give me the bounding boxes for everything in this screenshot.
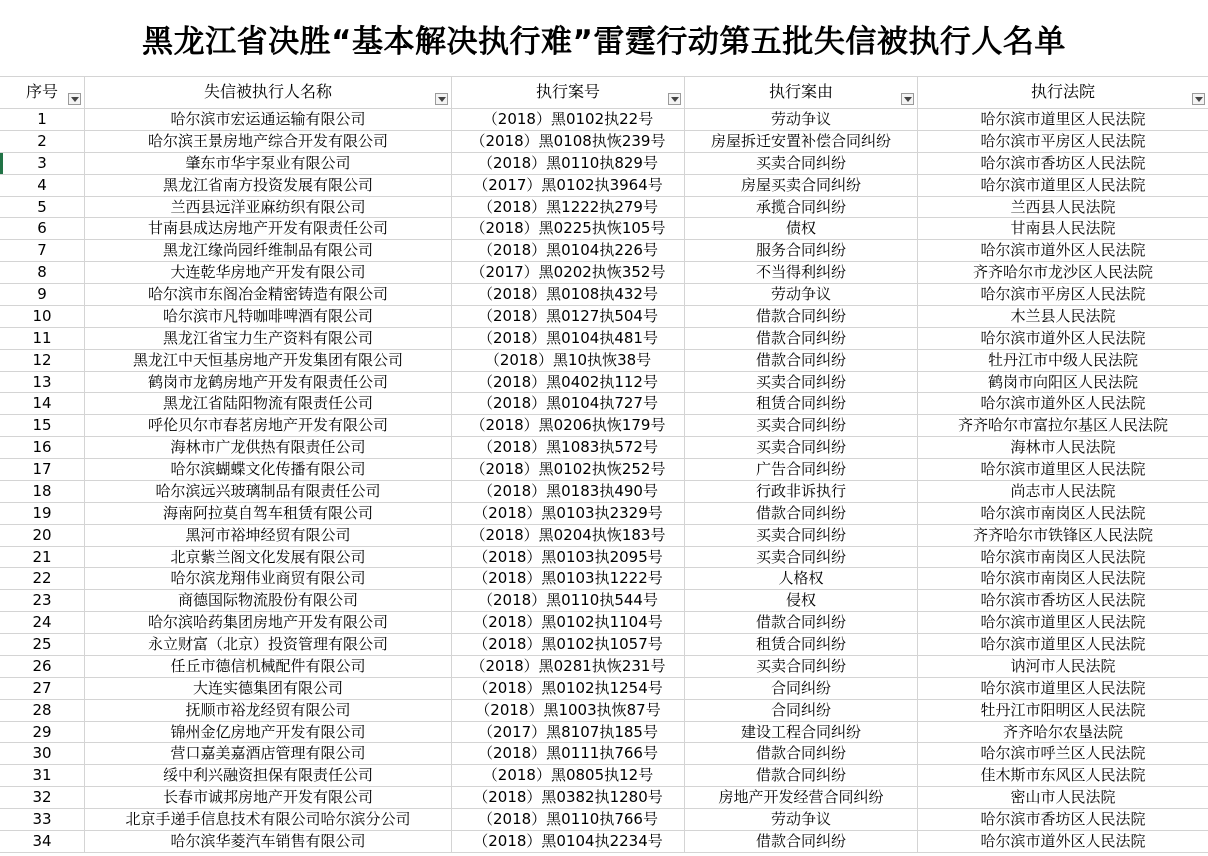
cell-name[interactable]: 抚顺市裕龙经贸有限公司 [85, 700, 452, 722]
cell-court[interactable]: 哈尔滨市道外区人民法院 [918, 393, 1208, 415]
cell-court[interactable]: 哈尔滨市香坊区人民法院 [918, 590, 1208, 612]
cell-case-number[interactable]: （2017）黑0102执3964号 [452, 175, 685, 197]
cell-index[interactable]: 9 [0, 284, 85, 306]
cell-case-number[interactable]: （2018）黑0183执490号 [452, 481, 685, 503]
cell-index[interactable]: 17 [0, 459, 85, 481]
cell-case-number[interactable]: （2018）黑1083执572号 [452, 437, 685, 459]
cell-case-number[interactable]: （2018）黑0111执766号 [452, 743, 685, 765]
table-row [0, 612, 1208, 634]
cell-court[interactable]: 牡丹江市阳明区人民法院 [918, 700, 1208, 722]
table-row [0, 547, 1208, 569]
cell-cause[interactable]: 人格权 [685, 568, 918, 590]
cell-case-number[interactable]: （2018）黑0102执1104号 [452, 612, 685, 634]
cell-cause[interactable]: 房屋买卖合同纠纷 [685, 175, 918, 197]
cell-case-number[interactable]: （2018）黑0225执恢105号 [452, 218, 685, 240]
cell-name[interactable]: 黑龙江省陆阳物流有限责任公司 [85, 393, 452, 415]
cell-case-number[interactable]: （2018）黑0104执226号 [452, 240, 685, 262]
cell-court[interactable]: 哈尔滨市道里区人民法院 [918, 109, 1208, 131]
cell-name[interactable]: 黑龙江省南方投资发展有限公司 [85, 175, 452, 197]
cell-court[interactable]: 哈尔滨市道里区人民法院 [918, 175, 1208, 197]
cell-index[interactable]: 21 [0, 547, 85, 569]
cell-cause[interactable]: 劳动争议 [685, 809, 918, 831]
cell-cause[interactable]: 侵权 [685, 590, 918, 612]
header-label: 执行案由 [768, 82, 833, 101]
cell-name[interactable]: 黑龙江省宝力生产资料有限公司 [85, 328, 452, 350]
cell-name[interactable]: 任丘市德信机械配件有限公司 [85, 656, 452, 678]
table-row [0, 831, 1208, 853]
cell-court[interactable]: 牡丹江市中级人民法院 [918, 350, 1208, 372]
cell-case-number[interactable]: （2018）黑0103执2095号 [452, 547, 685, 569]
table-row [0, 197, 1208, 219]
cell-court[interactable]: 哈尔滨市道外区人民法院 [918, 831, 1208, 853]
cell-case-number[interactable]: （2018）黑0104执2234号 [452, 831, 685, 853]
cell-cause[interactable]: 买卖合同纠纷 [685, 153, 918, 175]
cell-case-number[interactable]: （2018）黑0102执恢252号 [452, 459, 685, 481]
cell-index[interactable]: 12 [0, 350, 85, 372]
cell-name[interactable]: 商德国际物流股份有限公司 [85, 590, 452, 612]
cell-index[interactable]: 11 [0, 328, 85, 350]
cell-court[interactable]: 齐齐哈尔市富拉尔基区人民法院 [918, 415, 1208, 437]
table-row [0, 678, 1208, 700]
cell-cause[interactable]: 承揽合同纠纷 [685, 197, 918, 219]
cell-cause[interactable]: 买卖合同纠纷 [685, 525, 918, 547]
cell-cause[interactable]: 劳动争议 [685, 284, 918, 306]
cell-court[interactable]: 尚志市人民法院 [918, 481, 1208, 503]
cell-index[interactable]: 26 [0, 656, 85, 678]
cell-name[interactable]: 长春市诚邦房地产开发有限公司 [85, 787, 452, 809]
table-row [0, 765, 1208, 787]
cell-cause[interactable]: 债权 [685, 218, 918, 240]
cell-index[interactable]: 23 [0, 590, 85, 612]
cell-cause[interactable]: 借款合同纠纷 [685, 328, 918, 350]
filter-dropdown-icon[interactable] [1192, 93, 1205, 105]
cell-case-number[interactable]: （2017）黑0202执恢352号 [452, 262, 685, 284]
table-row [0, 525, 1208, 547]
cell-case-number[interactable]: （2018）黑0204执恢183号 [452, 525, 685, 547]
cell-court[interactable]: 密山市人民法院 [918, 787, 1208, 809]
cell-cause[interactable]: 借款合同纠纷 [685, 765, 918, 787]
cell-cause[interactable]: 房屋拆迁安置补偿合同纠纷 [685, 131, 918, 153]
cell-index[interactable]: 16 [0, 437, 85, 459]
cell-cause[interactable]: 租赁合同纠纷 [685, 393, 918, 415]
cell-cause[interactable]: 借款合同纠纷 [685, 350, 918, 372]
cell-index[interactable]: 14 [0, 393, 85, 415]
cell-name[interactable]: 哈尔滨龙翔伟业商贸有限公司 [85, 568, 452, 590]
cell-name[interactable]: 北京紫兰阁文化发展有限公司 [85, 547, 452, 569]
header-label: 失信被执行人名称 [203, 82, 332, 101]
cell-index[interactable]: 15 [0, 415, 85, 437]
filter-dropdown-icon[interactable] [668, 93, 681, 105]
cell-index[interactable]: 33 [0, 809, 85, 831]
header-cell-court[interactable] [918, 76, 1208, 108]
table-row [0, 437, 1208, 459]
sheet-title: 黑龙江省决胜“基本解决执行难”雷霆行动第五批失信被执行人名单 [0, 0, 1208, 77]
cell-index[interactable]: 5 [0, 197, 85, 219]
table-row [0, 787, 1208, 809]
table-row [0, 218, 1208, 240]
cell-court[interactable]: 哈尔滨市香坊区人民法院 [918, 153, 1208, 175]
table-row [0, 350, 1208, 372]
cell-index[interactable]: 32 [0, 787, 85, 809]
header-cell-index[interactable] [0, 76, 85, 108]
cell-cause[interactable]: 合同纠纷 [685, 700, 918, 722]
table-row [0, 459, 1208, 481]
table-row [0, 700, 1208, 722]
cell-index[interactable]: 31 [0, 765, 85, 787]
header-cell-cause[interactable] [685, 76, 918, 108]
cell-cause[interactable]: 借款合同纠纷 [685, 306, 918, 328]
cell-name[interactable]: 甘南县成达房地产开发有限责任公司 [85, 218, 452, 240]
cell-name[interactable]: 鹤岗市龙鹤房地产开发有限责任公司 [85, 372, 452, 394]
table-row [0, 372, 1208, 394]
cell-cause[interactable]: 借款合同纠纷 [685, 831, 918, 853]
cell-index[interactable]: 30 [0, 743, 85, 765]
cell-case-number[interactable]: （2018）黑0127执504号 [452, 306, 685, 328]
cell-index[interactable]: 29 [0, 722, 85, 744]
cell-index[interactable]: 25 [0, 634, 85, 656]
cell-case-number[interactable]: （2018）黑1222执279号 [452, 197, 685, 219]
cell-name[interactable]: 哈尔滨远兴玻璃制品有限责任公司 [85, 481, 452, 503]
table-row [0, 131, 1208, 153]
cell-index[interactable]: 8 [0, 262, 85, 284]
cell-cause[interactable]: 买卖合同纠纷 [685, 437, 918, 459]
table-row [0, 393, 1208, 415]
cell-cause[interactable]: 不当得利纠纷 [685, 262, 918, 284]
cell-court[interactable]: 哈尔滨市南岗区人民法院 [918, 503, 1208, 525]
table-row [0, 590, 1208, 612]
cell-index[interactable]: 22 [0, 568, 85, 590]
table-row [0, 634, 1208, 656]
cell-court[interactable]: 哈尔滨市香坊区人民法院 [918, 809, 1208, 831]
table-body [0, 109, 1208, 853]
cell-case-number[interactable]: （2018）黑10执恢38号 [452, 350, 685, 372]
cell-name[interactable]: 肇东市华宇泵业有限公司 [85, 153, 452, 175]
cell-name[interactable]: 黑河市裕坤经贸有限公司 [85, 525, 452, 547]
cell-name[interactable]: 哈尔滨市宏运通运输有限公司 [85, 109, 452, 131]
cell-index[interactable]: 28 [0, 700, 85, 722]
cell-court[interactable]: 哈尔滨市道外区人民法院 [918, 328, 1208, 350]
cell-name[interactable]: 哈尔滨哈药集团房地产开发有限公司 [85, 612, 452, 634]
data-table [0, 76, 1208, 853]
cell-name[interactable]: 哈尔滨王景房地产综合开发有限公司 [85, 131, 452, 153]
cell-name[interactable]: 大连实德集团有限公司 [85, 678, 452, 700]
table-row [0, 153, 1208, 175]
table-row [0, 284, 1208, 306]
cell-index[interactable]: 7 [0, 240, 85, 262]
cell-cause[interactable]: 广告合同纠纷 [685, 459, 918, 481]
table-row [0, 656, 1208, 678]
cell-name[interactable]: 黑龙江中天恒基房地产开发集团有限公司 [85, 350, 452, 372]
cell-name[interactable]: 兰西县远洋亚麻纺织有限公司 [85, 197, 452, 219]
cell-case-number[interactable]: （2018）黑0206执恢179号 [452, 415, 685, 437]
cell-cause[interactable]: 建设工程合同纠纷 [685, 722, 918, 744]
cell-court[interactable]: 哈尔滨市道里区人民法院 [918, 678, 1208, 700]
table-row [0, 743, 1208, 765]
cell-case-number[interactable]: （2018）黑0108执432号 [452, 284, 685, 306]
cell-cause[interactable]: 借款合同纠纷 [685, 503, 918, 525]
cell-name[interactable]: 哈尔滨蝴蝶文化传播有限公司 [85, 459, 452, 481]
cell-case-number[interactable]: （2018）黑0103执2329号 [452, 503, 685, 525]
cell-index[interactable]: 3 [0, 153, 85, 175]
cell-name[interactable]: 哈尔滨市东阁冶金精密铸造有限公司 [85, 284, 452, 306]
cell-cause[interactable]: 买卖合同纠纷 [685, 547, 918, 569]
cell-index[interactable]: 19 [0, 503, 85, 525]
cell-case-number[interactable]: （2018）黑0805执12号 [452, 765, 685, 787]
cell-name[interactable]: 绥中利兴融资担保有限责任公司 [85, 765, 452, 787]
table-row [0, 109, 1208, 131]
cell-cause[interactable]: 买卖合同纠纷 [685, 415, 918, 437]
header-label: 执行案号 [535, 82, 600, 101]
cell-name[interactable]: 永立财富（北京）投资管理有限公司 [85, 634, 452, 656]
table-row [0, 503, 1208, 525]
table-row [0, 175, 1208, 197]
cell-name[interactable]: 锦州金亿房地产开发有限公司 [85, 722, 452, 744]
cell-name[interactable]: 哈尔滨市凡特咖啡啤酒有限公司 [85, 306, 452, 328]
cell-index[interactable]: 2 [0, 131, 85, 153]
cell-name[interactable]: 呼伦贝尔市春茗房地产开发有限公司 [85, 415, 452, 437]
cell-name[interactable]: 营口嘉美嘉酒店管理有限公司 [85, 743, 452, 765]
header-row [0, 76, 1208, 109]
cell-court[interactable]: 鹤岗市向阳区人民法院 [918, 372, 1208, 394]
filter-dropdown-icon[interactable] [68, 93, 81, 105]
cell-case-number[interactable]: （2018）黑0102执22号 [452, 109, 685, 131]
cell-court[interactable]: 齐齐哈尔市龙沙区人民法院 [918, 262, 1208, 284]
table-row [0, 306, 1208, 328]
table-row [0, 722, 1208, 744]
cell-court[interactable]: 海林市人民法院 [918, 437, 1208, 459]
cell-court[interactable]: 齐齐哈尔农垦法院 [918, 722, 1208, 744]
cell-name[interactable]: 黑龙江缘尚园纤维制品有限公司 [85, 240, 452, 262]
cell-name[interactable]: 北京手递手信息技术有限公司哈尔滨分公司 [85, 809, 452, 831]
cell-cause[interactable]: 买卖合同纠纷 [685, 372, 918, 394]
cell-court[interactable]: 哈尔滨市道外区人民法院 [918, 240, 1208, 262]
table-row [0, 262, 1208, 284]
cell-case-number[interactable]: （2018）黑0382执1280号 [452, 787, 685, 809]
cell-cause[interactable]: 劳动争议 [685, 109, 918, 131]
cell-cause[interactable]: 借款合同纠纷 [685, 743, 918, 765]
cell-case-number[interactable]: （2018）黑0110执766号 [452, 809, 685, 831]
cell-index[interactable]: 6 [0, 218, 85, 240]
cell-cause[interactable]: 合同纠纷 [685, 678, 918, 700]
filter-dropdown-icon[interactable] [901, 93, 914, 105]
table-row [0, 568, 1208, 590]
table-row [0, 240, 1208, 262]
cell-court[interactable]: 哈尔滨市南岗区人民法院 [918, 547, 1208, 569]
cell-cause[interactable]: 房地产开发经营合同纠纷 [685, 787, 918, 809]
cell-court[interactable]: 哈尔滨市南岗区人民法院 [918, 568, 1208, 590]
table-row [0, 809, 1208, 831]
cell-court[interactable]: 佳木斯市东风区人民法院 [918, 765, 1208, 787]
table-row [0, 328, 1208, 350]
cell-court[interactable]: 哈尔滨市平房区人民法院 [918, 284, 1208, 306]
cell-court[interactable]: 哈尔滨市呼兰区人民法院 [918, 743, 1208, 765]
cell-cause[interactable]: 行政非诉执行 [685, 481, 918, 503]
cell-case-number[interactable]: （2018）黑0104执481号 [452, 328, 685, 350]
cell-cause[interactable]: 租赁合同纠纷 [685, 634, 918, 656]
cell-case-number[interactable]: （2018）黑0102执1057号 [452, 634, 685, 656]
cell-court[interactable]: 哈尔滨市平房区人民法院 [918, 131, 1208, 153]
cell-case-number[interactable]: （2018）黑0108执恢239号 [452, 131, 685, 153]
cell-index[interactable]: 18 [0, 481, 85, 503]
cell-court[interactable]: 木兰县人民法院 [918, 306, 1208, 328]
cell-cause[interactable]: 买卖合同纠纷 [685, 656, 918, 678]
table-row [0, 415, 1208, 437]
header-cell-case-number[interactable] [452, 76, 685, 108]
cell-case-number[interactable]: （2018）黑0110执544号 [452, 590, 685, 612]
cell-name[interactable]: 哈尔滨华菱汽车销售有限公司 [85, 831, 452, 853]
cell-court[interactable]: 哈尔滨市道里区人民法院 [918, 459, 1208, 481]
cell-index[interactable]: 34 [0, 831, 85, 853]
cell-name[interactable]: 大连乾华房地产开发有限公司 [85, 262, 452, 284]
cell-case-number[interactable]: （2018）黑0281执恢231号 [452, 656, 685, 678]
cell-name[interactable]: 海林市广龙供热有限责任公司 [85, 437, 452, 459]
cell-case-number[interactable]: （2018）黑0102执1254号 [452, 678, 685, 700]
cell-index[interactable]: 20 [0, 525, 85, 547]
cell-cause[interactable]: 服务合同纠纷 [685, 240, 918, 262]
header-cell-name[interactable] [85, 76, 452, 108]
cell-case-number[interactable]: （2018）黑1003执恢87号 [452, 700, 685, 722]
cell-cause[interactable]: 借款合同纠纷 [685, 612, 918, 634]
cell-index[interactable]: 13 [0, 372, 85, 394]
cell-case-number[interactable]: （2018）黑0104执727号 [452, 393, 685, 415]
cell-index[interactable]: 24 [0, 612, 85, 634]
cell-court[interactable]: 哈尔滨市道里区人民法院 [918, 634, 1208, 656]
cell-court[interactable]: 兰西县人民法院 [918, 197, 1208, 219]
table-row [0, 481, 1208, 503]
cell-court[interactable]: 讷河市人民法院 [918, 656, 1208, 678]
cell-index[interactable]: 10 [0, 306, 85, 328]
cell-case-number[interactable]: （2018）黑0103执1222号 [452, 568, 685, 590]
header-label: 序号 [25, 82, 58, 101]
filter-dropdown-icon[interactable] [435, 93, 448, 105]
cell-case-number[interactable]: （2017）黑8107执185号 [452, 722, 685, 744]
cell-index[interactable]: 1 [0, 109, 85, 131]
cell-case-number[interactable]: （2018）黑0402执112号 [452, 372, 685, 394]
cell-court[interactable]: 哈尔滨市道里区人民法院 [918, 612, 1208, 634]
cell-name[interactable]: 海南阿拉莫自驾车租赁有限公司 [85, 503, 452, 525]
cell-court[interactable]: 甘南县人民法院 [918, 218, 1208, 240]
header-label: 执行法院 [1030, 82, 1095, 101]
cell-case-number[interactable]: （2018）黑0110执829号 [452, 153, 685, 175]
cell-index[interactable]: 4 [0, 175, 85, 197]
cell-court[interactable]: 齐齐哈尔市铁锋区人民法院 [918, 525, 1208, 547]
cell-index[interactable]: 27 [0, 678, 85, 700]
